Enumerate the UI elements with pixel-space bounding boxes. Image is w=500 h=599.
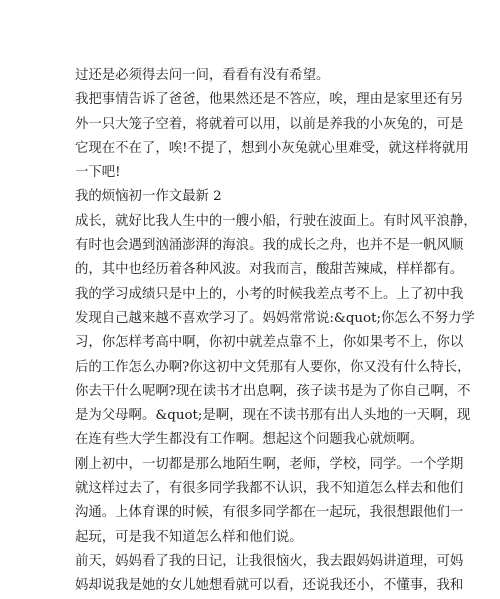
text-line: 它现在不在了，唉!不提了，想到小灰兔就心里难受，就这样将就用: [75, 140, 469, 156]
text-line: 刚上初中，一切都是那么地陌生啊，老师，学校，同学。一个学期: [75, 456, 464, 472]
text-line: 前天，妈妈看了我的日记，让我很恼火，我去跟妈妈讲道理，可妈: [75, 553, 464, 569]
text-line: 成长，就好比我人生中的一艘小船，行驶在波面上。有时风平浪静，: [75, 213, 477, 229]
document-body: [75, 64, 477, 599]
text-line: 后的工作怎么办啊?你这初中文凭那有人要你，你又没有什么特长，: [75, 359, 471, 375]
text-line: 我的学习成绩只是中上的，小考的时候我差点考不上。上了初中我: [75, 286, 464, 302]
text-line: 妈却说我是她的女儿她想看就可以看，还说我还小，不懂事，我和: [75, 578, 464, 594]
text-line: 就这样过去了，有很多同学我都不认识，我不知道怎么样去和他们: [75, 481, 464, 497]
text-line: 在连有些大学生都没有工作啊。想起这个问题我心就烦啊。: [75, 432, 424, 448]
text-line: 习，你怎样考高中啊，你初中就差点靠不上，你如果考不上，你以: [75, 335, 464, 351]
text-line: 是为父母啊。&quot;是啊，现在不读书那有出人头地的一天啊，现: [75, 408, 471, 424]
text-line: 有时也会遇到汹涌澎湃的海浪。我的成长之舟，也并不是一帆风顺: [75, 238, 464, 254]
text-line: 过还是必须得去问一问，看看有没有希望。: [75, 68, 330, 83]
text-line: 沟通。上体育课的时候，有很多同学都在一起玩，我很想跟他们一: [75, 505, 464, 521]
text-line: 发现自己越来越不喜欢学习了。妈妈常常说:&quot;你怎么不努力学: [75, 310, 475, 326]
text-line: 一下吧!: [75, 165, 121, 181]
text-line: 的，其中也经历着各种风波。对我而言，酸甜苦辣咸，样样都有。: [75, 262, 464, 278]
text-line: 起玩，可是我不知道怎么样和他们说。: [75, 529, 303, 545]
text-line: 我把事情告诉了爸爸，他果然还是不答应，唉，理由是家里还有另: [75, 92, 464, 108]
text-line: 我的烦恼初一作文最新 2: [75, 189, 222, 205]
text-line: 外一只大笼子空着，将就着可以用，以前是养我的小灰兔的，可是: [75, 116, 464, 132]
text-line: 你去干什么呢啊?现在读书才出息啊，孩子读书是为了你自己啊，不: [75, 383, 471, 399]
